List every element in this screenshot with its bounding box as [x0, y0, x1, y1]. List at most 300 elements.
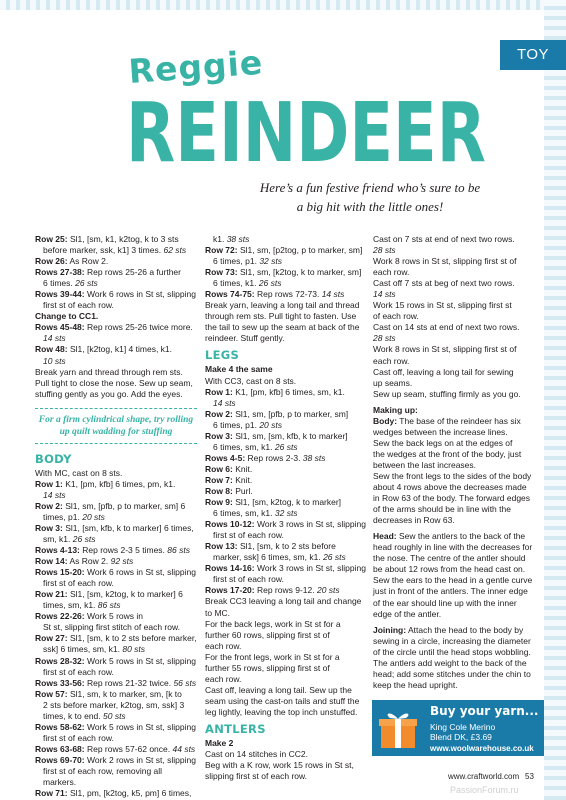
stitch-count: 38 sts [302, 452, 326, 463]
yarn-promo-box [372, 700, 544, 756]
section-tab: TOY [500, 40, 566, 70]
instruction-text: stuffing gently as you go. Add the eyes. [35, 388, 183, 399]
pattern-line [205, 420, 367, 431]
instruction-text: Sl1, pm, [k2tog, k5, pm] 6 times, [67, 788, 192, 799]
row-label: Rows 10-12: [205, 519, 255, 530]
instruction-text: Rep rows 57-62 once. [84, 743, 173, 754]
row-label: Change to CC1. [35, 311, 99, 322]
instruction-text: through rem sts. Pull tight to fasten. Use [205, 311, 357, 322]
pattern-list [35, 468, 197, 799]
row-label: Row 1: [205, 386, 233, 397]
pattern-line [205, 431, 367, 442]
column-3 [373, 234, 535, 691]
pattern-line [205, 585, 367, 596]
pattern-line [373, 482, 535, 493]
stitch-count: 20 sts [316, 585, 340, 596]
instruction-text: decreases in Row 63. [373, 515, 455, 526]
pattern-line [35, 501, 197, 512]
standfirst [250, 178, 490, 216]
pattern-line [35, 711, 197, 722]
instruction-text: Knit. [232, 474, 253, 485]
instruction-text: Break yarn and thread through rem sts. [35, 366, 183, 377]
instruction-text: the wedges at the front of the body, just [373, 448, 522, 459]
row-label: Row 3: [205, 430, 233, 441]
pattern-line [35, 611, 197, 622]
pattern-line [205, 760, 367, 771]
row-label: Row 25: [35, 234, 68, 244]
pattern-line [373, 504, 535, 515]
stitch-count: 86 sts [97, 600, 121, 611]
pattern-line [35, 733, 197, 744]
promo-url: www.woolwarehouse.co.uk [430, 744, 534, 753]
instruction-text: Work 5 rows in St st, slipping [84, 655, 196, 666]
pattern-line [35, 622, 197, 633]
instruction-text: Sew the back legs on at the edges of [373, 437, 513, 448]
instruction-text: Cast off 7 sts at beg of next two rows. [373, 278, 515, 289]
pattern-line [35, 600, 197, 611]
pattern-line [205, 552, 367, 563]
row-label: Row 26: [35, 256, 68, 267]
instruction-text: of each row. [373, 311, 419, 322]
stitch-count: 20 sts [82, 511, 105, 522]
instruction-text: first st of each row. [213, 574, 284, 585]
title-name: Reggie [127, 42, 265, 91]
instruction-text: first st of each row. [43, 578, 114, 589]
instruction-text: of the ear should line up with the inner [373, 597, 517, 608]
instruction-text: edge of the antler. [373, 608, 442, 619]
instruction-text: wedges between the increase lines. [373, 426, 508, 437]
instruction-text: the nose. The centre of the antler should [373, 553, 526, 564]
instruction-text: Work 6 rows in St st, slipping [84, 567, 196, 578]
instruction-text: Sl1, [sm, k to 2 sts before [237, 541, 336, 552]
top-stripe [0, 0, 566, 10]
pattern-line [373, 322, 535, 333]
instruction-text: As Row 2. [67, 256, 109, 267]
stitch-count: 50 sts [103, 710, 126, 721]
instruction-text: Sl1, sm, [k2tog, k to marker, sm] [237, 267, 362, 278]
instruction-text: 6 times, p1. [213, 419, 260, 430]
instruction-text: head roughly in line with the decreases for [373, 542, 533, 553]
pattern-line [35, 755, 197, 766]
row-label: Row 3: [35, 522, 63, 533]
pattern-line [205, 322, 367, 333]
instruction-text: between the last increases. [373, 459, 477, 470]
pattern-line [205, 596, 367, 607]
instruction-text: be about 12 rows from the head cast on. [373, 564, 526, 575]
row-label: Body: [373, 415, 398, 426]
pattern-line [205, 475, 367, 486]
pattern-line [35, 234, 197, 245]
pattern-line [205, 333, 367, 344]
pattern-line [373, 515, 535, 526]
pattern-list [205, 738, 367, 782]
pattern-line [35, 333, 197, 344]
instruction-text: marker, ssk] 6 times, sm, k1. [213, 552, 324, 563]
pattern-line [35, 678, 197, 689]
row-label: Rows 74-75: [205, 289, 255, 300]
pattern-line [35, 356, 197, 367]
row-label: Row 8: [205, 485, 233, 496]
pattern-line [35, 245, 197, 256]
instruction-text: The antlers add weight to the back of the [373, 657, 527, 668]
stitch-count: 56 sts [173, 677, 197, 688]
pattern-line [205, 541, 367, 552]
pattern-line [205, 486, 367, 497]
instruction-text: seam using the cast-on tails and stuff the [205, 695, 360, 706]
instruction-text: first st of each row, removing all markers. [43, 765, 163, 788]
pattern-line [373, 636, 535, 647]
instruction-text: just in front of the antlers. The inner edge [373, 586, 528, 597]
instruction-text: K1, [pm, kfb] 6 times, sm, k1. [232, 386, 345, 397]
pattern-line [373, 311, 535, 322]
pattern-line [35, 311, 197, 322]
pattern-line [373, 531, 535, 542]
pattern-line [35, 468, 197, 479]
pattern-list [35, 234, 197, 400]
stitch-count: 14 sts [213, 397, 236, 408]
instruction-text: Attach the head to the body by [406, 624, 524, 635]
pattern-line [205, 311, 367, 322]
row-label: Rows 17-20: [205, 585, 255, 596]
row-label: Row 9: [205, 497, 233, 508]
row-label: Rows 33-56: [35, 677, 85, 688]
instruction-text: times, p1. [43, 511, 83, 522]
pattern-line [35, 788, 197, 799]
instruction-text: each row. [373, 355, 410, 366]
instruction-text: Pull tight to close the nose. Sew up seam, [35, 377, 193, 388]
instruction-text: Sl1, [sm, kfb, k to marker] 6 times, [62, 522, 194, 533]
stitch-count: 10 sts [43, 355, 66, 366]
instruction-text: Work 8 rows in St st, slipping first st of [373, 344, 517, 355]
instruction-text: times, sm, k1. [43, 600, 98, 611]
instruction-text: St st, slipping first stitch of each row. [43, 622, 181, 633]
pattern-line [35, 267, 197, 278]
footer-url: www.craftworld.com [448, 772, 520, 781]
pattern-line [205, 497, 367, 508]
instruction-text: Sl1, [sm, k1, k2tog, k to 3 sts [67, 234, 179, 244]
stitch-count: 80 sts [122, 644, 146, 655]
stitch-count: 26 sts [274, 441, 298, 452]
pattern-line [373, 416, 535, 427]
pattern-list [205, 364, 367, 718]
stitch-count: 38 sts [226, 234, 250, 244]
stitch-count: 32 sts [274, 508, 298, 519]
pattern-line [35, 556, 197, 567]
pattern-line [373, 553, 535, 564]
pattern-line [205, 630, 367, 641]
instruction-text: Rep rows 72-73. [254, 289, 322, 300]
pattern-line [373, 344, 535, 355]
pattern-line [35, 567, 197, 578]
row-label: Make 2 [205, 737, 234, 748]
instruction-text: K1, [pm, kfb] 6 times, pm, k1. [62, 478, 176, 489]
section-heading-legs: LEGS [205, 348, 240, 363]
pattern-line [205, 409, 367, 420]
row-label: Row 27: [35, 633, 68, 644]
stitch-count: 32 sts [259, 256, 282, 267]
instruction-text: Work 8 rows in St st, slipping first st of [373, 256, 517, 267]
standfirst-line: a big hit with the little ones! [296, 199, 444, 214]
row-label: Rows 4-5: [205, 452, 246, 463]
pattern-line [205, 245, 367, 256]
pattern-line [205, 300, 367, 311]
pattern-line [205, 674, 367, 685]
instruction-text: Cast on 14 stitches in CC2. [205, 749, 308, 760]
pattern-line [205, 442, 367, 453]
pattern-list [373, 234, 535, 400]
instruction-text: The base of the reindeer has six [397, 415, 521, 426]
pattern-line [205, 508, 367, 519]
row-label: Making up: [373, 404, 418, 415]
promo-yarn-price: Blend DK, £3.69 [430, 732, 492, 742]
row-label: Head: [373, 531, 397, 542]
pattern-line [205, 387, 367, 398]
pattern-line [35, 667, 197, 678]
instruction-text: 6 times. [43, 278, 76, 289]
pattern-line [373, 356, 535, 367]
promo-title: Buy your yarn... [430, 704, 539, 718]
pattern-line [35, 700, 197, 711]
pattern-line [205, 519, 367, 530]
pattern-line [205, 738, 367, 749]
instruction-text: each row. [373, 267, 410, 278]
pattern-line [35, 644, 197, 655]
pattern-line [373, 289, 535, 300]
row-label: Rows 4-13: [35, 545, 80, 556]
instruction-text: Sl1, sm, [sm, kfb, k to marker] [232, 430, 348, 441]
pattern-line [35, 367, 197, 378]
stitch-count: 26 sts [72, 533, 96, 544]
instruction-text: 6 times, sm, k1. [213, 441, 275, 452]
instruction-text: Cast on 14 sts at end of next two rows. [373, 322, 520, 333]
row-label: Row 2: [205, 408, 233, 419]
pattern-line [373, 378, 535, 389]
instruction-text: sewing in a circle, increasing the diameter [373, 635, 531, 646]
stitch-count: 14 sts [373, 289, 396, 300]
instruction-text: Cast off, leaving a long tail for sewing [373, 366, 514, 377]
stitch-count: 28 sts [373, 245, 396, 256]
pull-quote: For a firm cylindrical shape, try rolling up quilt wadding for stuffing [35, 408, 197, 444]
instruction-text: Sl1, [sm, k2tog, k to marker] [232, 497, 342, 508]
column-2 [205, 234, 367, 782]
instruction-text: first st of each row. [43, 300, 114, 311]
pattern-line [35, 479, 197, 490]
pattern-line [373, 647, 535, 658]
pattern-line [373, 625, 535, 636]
pattern-line [373, 575, 535, 586]
section-heading-body: BODY [35, 451, 72, 466]
instruction-text: Sl1, sm, [pfb, p to marker, sm] 6 [62, 500, 186, 511]
instruction-text: each row. [205, 673, 242, 684]
row-label: Row 71: [35, 788, 68, 799]
pattern-line [35, 523, 197, 534]
gift-icon [378, 708, 418, 750]
pattern-line [35, 578, 197, 589]
instruction-text: each row. [205, 640, 242, 651]
page-title: REINDEER [126, 86, 486, 181]
row-label: Make 4 the same [205, 364, 273, 375]
row-label: Rows 39-44: [35, 289, 85, 300]
row-label: Row 48: [35, 344, 68, 355]
instruction-text: Sl1, sm, k to marker, sm, [k to [67, 688, 182, 699]
pattern-line [373, 234, 535, 245]
pattern-line [373, 300, 535, 311]
row-label: Rows 58-62: [35, 721, 85, 732]
pattern-line [205, 696, 367, 707]
instruction-text: Work 3 rows in St st, slipping [254, 519, 366, 530]
pattern-line [205, 376, 367, 387]
pattern-line [35, 633, 197, 644]
pattern-line [35, 656, 197, 667]
instruction-text: For the front legs, work in St st for a [205, 651, 340, 662]
pattern-line [205, 685, 367, 696]
instruction-text: 2 sts before marker, k2tog, sm, ssk] 3 [43, 699, 185, 710]
instruction-text: k1. [213, 234, 227, 244]
pattern-line [205, 267, 367, 278]
right-edge-stripe [544, 0, 566, 800]
pattern-list [373, 531, 535, 619]
pattern-line [35, 512, 197, 523]
pattern-line [205, 619, 367, 630]
stitch-count: 92 sts [110, 556, 134, 567]
instruction-text: Break CC3 leaving a long tail and change [205, 596, 362, 607]
promo-yarn-name: King Cole Merino [430, 722, 496, 732]
instruction-text: Rep rows 2-3 5 times. [79, 545, 168, 556]
instruction-text: of the arms should be in line with the [373, 504, 511, 515]
instruction-text: to MC. [205, 607, 231, 618]
stitch-count: 14 sts [43, 489, 66, 500]
pattern-line [35, 589, 197, 600]
instruction-text: With CC3, cast on 8 sts. [205, 375, 297, 386]
row-label: Row 1: [35, 478, 63, 489]
instruction-text: Knit. [232, 463, 253, 474]
instruction-text: Sl1, [k2tog, k1] 4 times, k1. [67, 344, 173, 355]
row-label: Row 21: [35, 589, 68, 600]
pattern-line [35, 289, 197, 300]
pattern-line [35, 389, 197, 400]
instruction-text: Purl. [232, 485, 253, 496]
pattern-line [373, 669, 535, 680]
instruction-text: Sl1, sm, [p2tog, p to marker, sm] [237, 245, 363, 256]
pattern-line [205, 749, 367, 760]
instruction-text: leg lightly, leaving the top inch unstuffed. [205, 706, 358, 717]
pattern-line [373, 405, 535, 416]
pattern-line [35, 344, 197, 355]
instruction-text: Work 3 rows in St st, slipping [254, 563, 366, 574]
instruction-text: the tail to sew up the seam at back of the [205, 322, 360, 333]
instruction-text: sm, k1. [43, 533, 73, 544]
instruction-text: head; add some stitches under the chin to [373, 668, 531, 679]
pattern-line [205, 289, 367, 300]
instruction-text: Sew the ears to the head in a gentle curve [373, 575, 533, 586]
pattern-line [205, 364, 367, 375]
pattern-line [35, 545, 197, 556]
pattern-line [35, 722, 197, 733]
page-number: 53 [525, 772, 534, 781]
row-label: Rows 28-32: [35, 655, 85, 666]
stitch-count: 86 sts [167, 545, 190, 556]
instruction-text: Cast off, leaving a long tail. Sew up the [205, 684, 352, 695]
stitch-count: 20 sts [259, 419, 282, 430]
instruction-text: As Row 2. [67, 556, 111, 567]
pattern-line [205, 663, 367, 674]
standfirst-line: Here’s a fun festive friend who’s sure to be [259, 180, 481, 195]
pattern-line [373, 586, 535, 597]
pattern-line [35, 534, 197, 545]
instruction-text: of the circle until the head stops wobbling. [373, 646, 531, 657]
instruction-text: Sl1, [sm, k to 2 sts before marker, [67, 633, 197, 644]
instruction-text: Break yarn, leaving a long tail and thread [205, 300, 360, 311]
pattern-line [373, 333, 535, 344]
instruction-text: Rep rows 21-32 twice. [84, 677, 174, 688]
stitch-count: 62 sts [163, 245, 187, 256]
instruction-text: in Row 63 of the body. The forward edges [373, 493, 531, 504]
instruction-text: Cast on 7 sts at end of next two rows. [373, 234, 515, 244]
row-label: Row 7: [205, 474, 233, 485]
pattern-list [373, 625, 535, 691]
pattern-line [35, 766, 197, 788]
pattern-line [373, 367, 535, 378]
instruction-text: Sl1, [sm, k2tog, k to marker] 6 [67, 589, 183, 600]
column-1 [35, 234, 197, 799]
pattern-line [373, 680, 535, 691]
pattern-line [205, 574, 367, 585]
pattern-line [205, 563, 367, 574]
pattern-line [205, 707, 367, 718]
pattern-line [35, 689, 197, 700]
instruction-text: Work 6 rows in St st, slipping [84, 289, 196, 300]
row-label: Rows 63-68: [35, 743, 85, 754]
instruction-text: Rep rows 25-26 a further [84, 267, 181, 278]
row-label: Row 14: [35, 556, 68, 567]
pattern-line [205, 530, 367, 541]
stitch-count: 14 sts [321, 289, 345, 300]
pattern-line [373, 542, 535, 553]
pattern-line [205, 398, 367, 409]
stitch-count: 26 sts [323, 552, 346, 563]
stitch-count: 44 sts [172, 743, 196, 754]
pattern-line [205, 608, 367, 619]
stitch-count: 26 sts [258, 278, 282, 289]
instruction-text: Sew the antlers to the back of the [396, 531, 526, 542]
pattern-line [35, 490, 197, 501]
instruction-text: keep the head upright. [373, 679, 458, 690]
instruction-text: 6 times, p1. [213, 256, 260, 267]
pattern-line [35, 256, 197, 267]
pattern-line [205, 641, 367, 652]
row-label: Row 57: [35, 688, 68, 699]
pattern-line [373, 267, 535, 278]
instruction-text: 6 times, k1. [213, 278, 259, 289]
pattern-line [205, 234, 367, 245]
pattern-line [35, 744, 197, 755]
row-label: Row 73: [205, 267, 238, 278]
row-label: Row 2: [35, 500, 63, 511]
pattern-line [35, 278, 197, 289]
instruction-text: about 4 rows above the decreases made [373, 482, 527, 493]
row-label: Joining: [373, 624, 407, 635]
pattern-line [373, 609, 535, 620]
instruction-text: Work 15 rows in St st, slipping first st [373, 300, 512, 311]
instruction-text: further 60 rows, slipping first st of [205, 629, 330, 640]
pattern-line [35, 378, 197, 389]
pattern-list [373, 405, 535, 527]
row-label: Rows 22-26: [35, 611, 85, 622]
instruction-text: 6 times, sm, k1. [213, 508, 275, 519]
instruction-text: slipping first st of each row. [205, 771, 308, 782]
pattern-line [205, 464, 367, 475]
row-label: Rows 27-38: [35, 267, 85, 278]
